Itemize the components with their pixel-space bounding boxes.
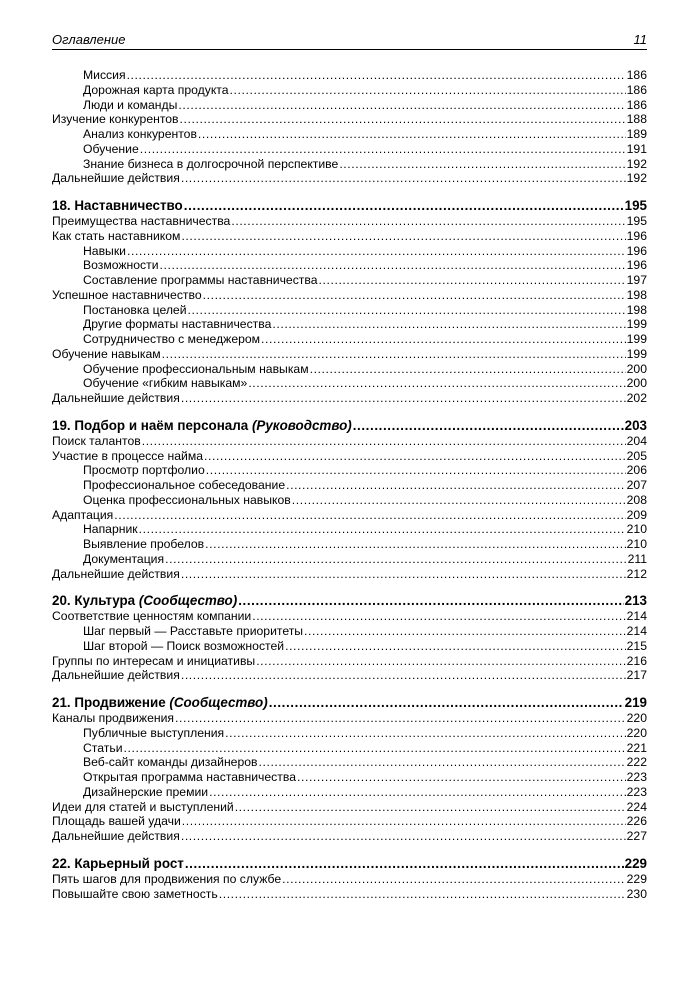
toc-subsection bbox=[52, 552, 647, 567]
dot-leader bbox=[225, 726, 626, 741]
toc-subsection bbox=[52, 376, 647, 391]
dot-leader bbox=[139, 522, 626, 537]
toc-entry-title bbox=[83, 755, 257, 770]
dot-leader bbox=[339, 157, 625, 172]
dot-leader bbox=[140, 142, 626, 157]
toc-entry-title-text: Навыки bbox=[83, 243, 126, 258]
toc-subsection bbox=[52, 273, 647, 288]
toc-subsection bbox=[52, 639, 647, 654]
toc-chapter bbox=[52, 592, 647, 609]
toc-entry-title-text: Веб-сайт команды дизайнеров bbox=[83, 755, 258, 770]
toc-section bbox=[52, 887, 647, 902]
toc-entry-title bbox=[83, 463, 205, 478]
dot-leader bbox=[198, 127, 626, 142]
dot-leader bbox=[206, 463, 626, 478]
dot-leader bbox=[180, 112, 626, 127]
toc-entry-title bbox=[52, 668, 180, 683]
toc-entry-title-text: Повышайте свою заметность bbox=[52, 886, 218, 901]
toc-section bbox=[52, 872, 647, 887]
toc-entry-title bbox=[52, 434, 141, 449]
toc-entry-title-text: Адаптация bbox=[52, 507, 114, 522]
toc-entry-page-number: 226 bbox=[626, 814, 647, 829]
toc-subsection bbox=[52, 463, 647, 478]
toc-entry-title-text: Профессиональное собеседование bbox=[83, 478, 286, 492]
dot-leader bbox=[269, 694, 624, 711]
toc-section bbox=[52, 229, 647, 244]
toc-entry-title bbox=[52, 391, 180, 406]
toc-entry-title bbox=[83, 726, 224, 741]
dot-leader bbox=[124, 741, 626, 756]
dot-leader bbox=[127, 244, 626, 259]
toc-subsection bbox=[52, 83, 647, 98]
toc-entry-title bbox=[52, 654, 255, 669]
toc-entry-title bbox=[83, 244, 126, 259]
toc-entry-title-text: Преимущества наставничества bbox=[52, 214, 231, 228]
toc-entry-title-text: Каналы продвижения bbox=[52, 711, 174, 725]
dot-leader bbox=[142, 434, 626, 449]
dot-leader bbox=[304, 624, 626, 639]
toc-entry-title bbox=[52, 829, 180, 844]
toc-entry-page-number: 207 bbox=[626, 478, 647, 492]
toc-entry-page-number: 214 bbox=[626, 624, 647, 638]
toc-entry-page-number: 220 bbox=[626, 711, 647, 725]
dot-leader bbox=[162, 347, 626, 362]
toc-entry-title-text: Просмотр портфолио bbox=[83, 463, 205, 478]
toc-subsection bbox=[52, 362, 647, 377]
toc-entry-title-text: Обучение bbox=[83, 141, 139, 156]
toc-entry-page-number: 186 bbox=[626, 82, 647, 97]
toc-subsection bbox=[52, 303, 647, 318]
toc-entry-page-number: 196 bbox=[626, 243, 647, 258]
toc-entry-title bbox=[83, 741, 123, 756]
dot-leader bbox=[258, 755, 625, 770]
dot-leader bbox=[165, 552, 626, 567]
dot-leader bbox=[282, 872, 626, 887]
toc-entry-title bbox=[52, 609, 251, 624]
toc-entry-page-number: 209 bbox=[626, 507, 647, 522]
toc-entry-title bbox=[83, 127, 197, 142]
toc-entry-page-number: 186 bbox=[626, 68, 647, 82]
toc-entry-title bbox=[52, 171, 180, 186]
dot-leader bbox=[310, 362, 626, 377]
toc-entry-title-text: Шаг первый — Расставьте приоритеты bbox=[83, 624, 304, 638]
toc-entry-title-text: Напарник bbox=[83, 522, 138, 537]
toc-entry-title bbox=[83, 376, 247, 391]
toc-entry-page-number: 192 bbox=[626, 171, 647, 186]
toc-entry-page-number: 227 bbox=[626, 829, 647, 843]
toc-entry-title bbox=[52, 887, 218, 902]
toc-entry-page-number: 195 bbox=[624, 198, 647, 213]
toc-entry-page-number: 189 bbox=[626, 127, 647, 141]
toc-entry-title bbox=[52, 711, 174, 726]
toc-entry-title bbox=[52, 814, 181, 829]
toc-entry-title bbox=[52, 694, 268, 711]
toc-section bbox=[52, 609, 647, 624]
toc-entry-title bbox=[52, 872, 281, 887]
toc-chapter bbox=[52, 694, 647, 711]
toc-entry-page-number: 217 bbox=[626, 668, 647, 683]
toc-entry-title bbox=[83, 493, 291, 508]
dot-leader bbox=[297, 770, 626, 785]
toc-entry-page-number: 197 bbox=[626, 273, 647, 287]
toc-entry-title-text: Успешное наставничество bbox=[52, 287, 202, 302]
toc-entry-title-text: Люди и команды bbox=[83, 97, 178, 112]
toc-entry-title bbox=[52, 508, 113, 523]
dot-leader bbox=[185, 855, 624, 872]
dot-leader bbox=[114, 508, 625, 523]
toc-entry-title bbox=[83, 273, 318, 288]
toc-entry-title bbox=[52, 288, 202, 303]
toc-section bbox=[52, 829, 647, 844]
toc-entry-title bbox=[83, 522, 138, 537]
toc-section bbox=[52, 814, 647, 829]
toc-entry-page-number: 216 bbox=[626, 653, 647, 668]
toc-entry-page-number: 210 bbox=[626, 537, 647, 551]
toc-section bbox=[52, 288, 647, 303]
dot-leader bbox=[252, 609, 625, 624]
dot-leader bbox=[175, 711, 626, 726]
dot-leader bbox=[205, 537, 626, 552]
toc-entry-title-text: Возможности bbox=[83, 258, 159, 273]
toc-entry-page-number: 198 bbox=[626, 302, 647, 317]
toc-entry-page-number: 199 bbox=[626, 346, 647, 361]
toc-entry-page-number: 215 bbox=[626, 638, 647, 653]
toc-entry-title-text: 19. Подбор и наём персонала bbox=[52, 417, 249, 433]
toc-subsection bbox=[52, 522, 647, 537]
toc-section bbox=[52, 434, 647, 449]
toc-entry-title-text: Пять шагов для продвижения по службе bbox=[52, 871, 282, 886]
toc-subsection bbox=[52, 142, 647, 157]
dot-leader bbox=[238, 592, 623, 609]
toc-subsection bbox=[52, 755, 647, 770]
toc-chapter bbox=[52, 855, 647, 872]
toc-entry-title-text: Оценка профессиональных навыков bbox=[83, 492, 291, 507]
toc-entry-page-number: 199 bbox=[626, 317, 647, 332]
toc-subsection bbox=[52, 537, 647, 552]
toc-entry-page-number: 213 bbox=[624, 593, 647, 609]
toc-entry-title-text: Обучение навыкам bbox=[52, 346, 161, 361]
toc-entry-page-number: 212 bbox=[626, 566, 647, 581]
toc-entry-title bbox=[83, 68, 126, 83]
dot-leader bbox=[248, 376, 625, 391]
toc-entry-title bbox=[83, 770, 296, 785]
toc-entry-page-number: 200 bbox=[626, 376, 647, 391]
toc-entry-title bbox=[52, 567, 180, 582]
toc-subsection bbox=[52, 68, 647, 83]
toc-subsection bbox=[52, 770, 647, 785]
dot-leader bbox=[219, 887, 626, 902]
toc-section bbox=[52, 112, 647, 127]
toc-entry-title bbox=[83, 142, 139, 157]
toc-entry-title bbox=[83, 552, 164, 567]
toc-entry-page-number: 230 bbox=[626, 886, 647, 901]
toc-entry-title-text: Соответствие ценностям компании bbox=[52, 609, 252, 624]
toc-entry-page-number: 200 bbox=[626, 361, 647, 376]
toc-entry-title-text: Анализ конкурентов bbox=[83, 127, 197, 141]
dot-leader bbox=[292, 493, 626, 508]
dot-leader bbox=[178, 98, 625, 113]
toc-entry-title-text: Дальнейшие действия bbox=[52, 829, 180, 843]
toc-subsection bbox=[52, 726, 647, 741]
dot-leader bbox=[181, 829, 626, 844]
toc-subsection bbox=[52, 741, 647, 756]
toc-entry-title bbox=[83, 624, 303, 639]
toc-entry-title-text: Площадь вашей удачи bbox=[52, 814, 181, 829]
toc-entry-page-number: 203 bbox=[624, 417, 647, 433]
toc-entry-title-text: Составление программы наставничества bbox=[83, 273, 318, 287]
toc-subsection bbox=[52, 98, 647, 113]
toc-entry-page-number: 195 bbox=[626, 214, 647, 228]
toc-entry-title-text: 21. Продвижение bbox=[52, 695, 166, 710]
toc-entry-title-text: 22. Карьерный рост bbox=[52, 855, 184, 871]
toc-entry-title-text: Дальнейшие действия bbox=[52, 668, 180, 683]
header-page-number: 11 bbox=[633, 32, 647, 47]
toc-subsection bbox=[52, 258, 647, 273]
dot-leader bbox=[256, 654, 625, 669]
toc-entry-page-number: 206 bbox=[626, 463, 647, 478]
toc-entry-page-number: 191 bbox=[626, 141, 647, 156]
toc-entry-page-number: 222 bbox=[626, 755, 647, 770]
toc-chapter bbox=[52, 197, 647, 214]
toc-entry-category: (Сообщество) bbox=[138, 593, 238, 609]
toc-entry-title bbox=[52, 800, 234, 815]
toc-entry-page-number: 202 bbox=[626, 391, 647, 405]
toc-section bbox=[52, 711, 647, 726]
toc-entry-title-text: Публичные выступления bbox=[83, 725, 225, 740]
toc-entry-title-text: Открытая программа наставничества bbox=[83, 770, 296, 784]
toc-section bbox=[52, 347, 647, 362]
toc-entry-title-text: Миссия bbox=[83, 68, 126, 82]
dot-leader bbox=[353, 417, 624, 434]
dot-leader bbox=[319, 273, 626, 288]
toc-entry-title bbox=[52, 592, 237, 609]
table-of-contents bbox=[52, 68, 647, 901]
toc-section bbox=[52, 214, 647, 229]
dot-leader bbox=[181, 668, 626, 683]
toc-entry-title-text: Дорожная карта продукта bbox=[83, 82, 229, 97]
dot-leader bbox=[188, 303, 626, 318]
toc-entry-page-number: 196 bbox=[626, 228, 647, 243]
toc-entry-page-number: 196 bbox=[626, 258, 647, 273]
toc-section bbox=[52, 508, 647, 523]
toc-section bbox=[52, 171, 647, 186]
dot-leader bbox=[235, 800, 626, 815]
toc-entry-title-text: 18. Наставничество bbox=[52, 198, 183, 213]
toc-entry-title-text: Дальнейшие действия bbox=[52, 171, 180, 186]
toc-entry-title-text: Участие в процессе найма bbox=[52, 448, 203, 463]
toc-entry-page-number: 204 bbox=[626, 433, 647, 448]
page bbox=[52, 32, 647, 901]
dot-leader bbox=[204, 449, 626, 464]
toc-entry-title bbox=[52, 855, 184, 872]
toc-section bbox=[52, 449, 647, 464]
toc-entry-title bbox=[83, 317, 271, 332]
toc-entry-page-number: 211 bbox=[627, 551, 647, 566]
toc-entry-title bbox=[52, 214, 230, 229]
dot-leader bbox=[181, 229, 625, 244]
toc-entry-page-number: 219 bbox=[624, 695, 647, 710]
toc-entry-title-text: Постановка целей bbox=[83, 302, 187, 317]
dot-leader bbox=[182, 814, 626, 829]
dot-leader bbox=[203, 288, 626, 303]
toc-entry-title-text: Как стать наставником bbox=[52, 228, 181, 243]
dot-leader bbox=[261, 332, 626, 347]
toc-entry-page-number: 192 bbox=[626, 156, 647, 171]
toc-entry-title-text: Обучение «гибким навыкам» bbox=[83, 376, 248, 391]
toc-entry-page-number: 208 bbox=[626, 492, 647, 507]
toc-entry-page-number: 229 bbox=[626, 871, 647, 886]
toc-entry-title bbox=[52, 112, 179, 127]
toc-entry-title bbox=[52, 229, 180, 244]
toc-entry-title bbox=[83, 785, 208, 800]
toc-entry-page-number: 188 bbox=[626, 112, 647, 127]
toc-entry-page-number: 210 bbox=[626, 522, 647, 537]
toc-chapter bbox=[52, 417, 647, 434]
toc-entry-title bbox=[83, 332, 260, 347]
dot-leader bbox=[285, 639, 626, 654]
toc-entry-title-text: Идеи для статей и выступлений bbox=[52, 799, 234, 814]
toc-entry-title-text: Сотрудничество с менеджером bbox=[83, 332, 261, 346]
toc-section bbox=[52, 800, 647, 815]
toc-subsection bbox=[52, 244, 647, 259]
toc-entry-page-number: 229 bbox=[624, 855, 647, 871]
toc-entry-title-text: Шаг второй — Поиск возможностей bbox=[83, 638, 285, 653]
toc-entry-title-text: Другие форматы наставничества bbox=[83, 317, 272, 332]
toc-entry-title bbox=[83, 303, 187, 318]
toc-entry-page-number: 205 bbox=[626, 448, 647, 463]
toc-entry-title-text: 20. Культура bbox=[52, 593, 136, 609]
toc-entry-title-text: Обучение профессиональным навыкам bbox=[83, 361, 309, 376]
toc-subsection bbox=[52, 157, 647, 172]
toc-entry-page-number: 221 bbox=[626, 740, 647, 755]
toc-entry-title-text: Поиск талантов bbox=[52, 433, 141, 448]
dot-leader bbox=[231, 214, 625, 229]
toc-entry-page-number: 220 bbox=[626, 725, 647, 740]
toc-entry-title bbox=[83, 258, 159, 273]
toc-subsection bbox=[52, 478, 647, 493]
header-section-title: Оглавление bbox=[52, 32, 126, 47]
toc-entry-page-number: 214 bbox=[626, 609, 647, 624]
dot-leader bbox=[209, 785, 626, 800]
toc-entry-title bbox=[83, 362, 309, 377]
toc-subsection bbox=[52, 317, 647, 332]
toc-entry-page-number: 186 bbox=[626, 97, 647, 112]
toc-entry-title bbox=[83, 83, 229, 98]
toc-entry-title bbox=[83, 537, 204, 552]
toc-entry-title-text: Статьи bbox=[83, 740, 123, 755]
toc-entry-page-number: 223 bbox=[626, 784, 647, 799]
dot-leader bbox=[127, 68, 626, 83]
toc-entry-title-text: Группы по интересам и инициативы bbox=[52, 653, 256, 668]
toc-entry-title-text: Изучение конкурентов bbox=[52, 112, 179, 127]
toc-section bbox=[52, 391, 647, 406]
dot-leader bbox=[272, 317, 625, 332]
toc-subsection bbox=[52, 624, 647, 639]
toc-entry-category: (Сообщество) bbox=[169, 695, 268, 710]
toc-entry-title bbox=[83, 98, 177, 113]
dot-leader bbox=[230, 83, 626, 98]
toc-entry-title-text: Дальнейшие действия bbox=[52, 566, 180, 581]
toc-subsection bbox=[52, 332, 647, 347]
dot-leader bbox=[286, 478, 626, 493]
dot-leader bbox=[181, 391, 626, 406]
toc-entry-page-number: 198 bbox=[626, 287, 647, 302]
toc-entry-title-text: Знание бизнеса в долгосрочной перспективе bbox=[83, 156, 339, 171]
toc-subsection bbox=[52, 127, 647, 142]
toc-entry-page-number: 223 bbox=[626, 770, 647, 784]
toc-entry-title bbox=[83, 157, 338, 172]
toc-entry-page-number: 224 bbox=[626, 799, 647, 814]
dot-leader bbox=[181, 171, 626, 186]
toc-entry-title bbox=[52, 197, 183, 214]
toc-entry-category: (Руководство) bbox=[251, 417, 352, 433]
running-header bbox=[52, 32, 647, 50]
toc-entry-title bbox=[52, 417, 352, 434]
toc-entry-title bbox=[83, 478, 285, 493]
toc-entry-title-text: Дизайнерские премии bbox=[83, 784, 209, 799]
toc-subsection bbox=[52, 785, 647, 800]
dot-leader bbox=[184, 197, 624, 214]
dot-leader bbox=[181, 567, 626, 582]
toc-entry-page-number: 199 bbox=[626, 332, 647, 346]
toc-entry-title bbox=[52, 449, 203, 464]
toc-entry-title-text: Документация bbox=[83, 551, 165, 566]
toc-entry-title-text: Дальнейшие действия bbox=[52, 391, 180, 405]
toc-subsection bbox=[52, 493, 647, 508]
toc-section bbox=[52, 668, 647, 683]
toc-section bbox=[52, 567, 647, 582]
dot-leader bbox=[160, 258, 626, 273]
toc-entry-title-text: Выявление пробелов bbox=[83, 537, 205, 551]
toc-entry-title bbox=[83, 639, 284, 654]
toc-entry-title bbox=[52, 347, 161, 362]
toc-section bbox=[52, 654, 647, 669]
